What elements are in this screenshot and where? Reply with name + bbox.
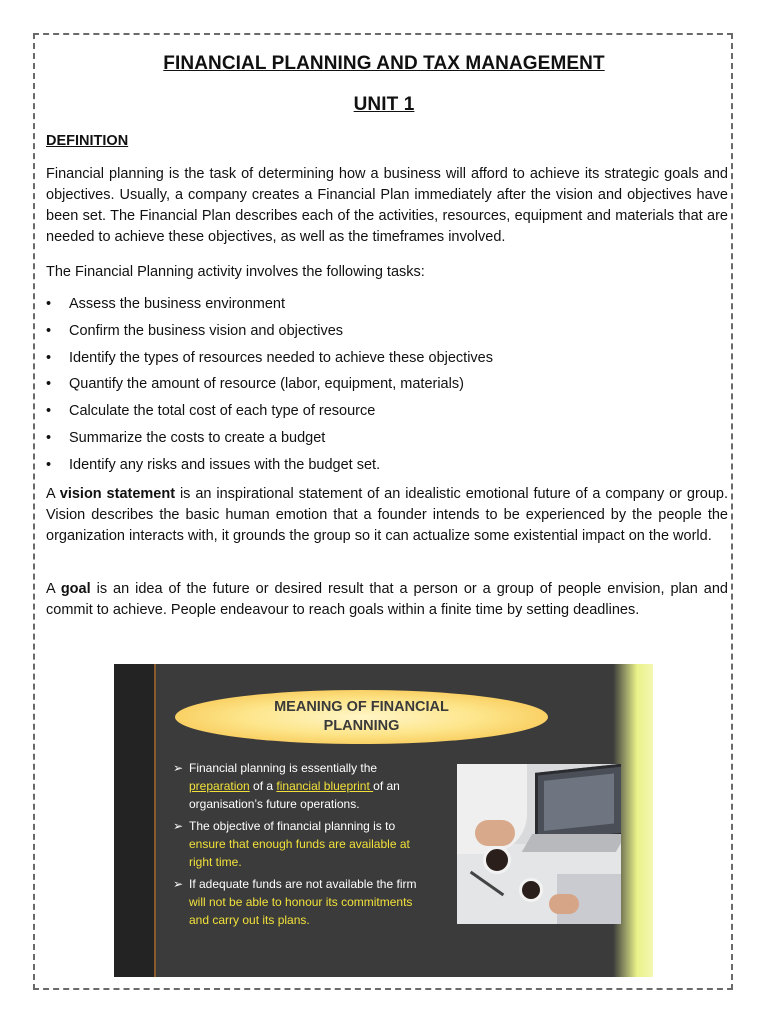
unit-heading: UNIT 1 [353, 94, 415, 115]
task-text: Confirm the business vision and objectives [69, 322, 344, 339]
slide-bullet [173, 759, 433, 813]
highlight-commitments: will not be able to honour its commitments and carry out its plans. [189, 895, 413, 927]
slide-title-line1: MEANING OF FINANCIAL [274, 699, 449, 715]
tasks-list [46, 296, 493, 484]
bullet-icon: • [46, 322, 52, 339]
goal-term: goal [60, 581, 91, 597]
highlight-financial-blueprint: financial blueprint [276, 779, 374, 793]
arrow-bullet-icon: ➢ [173, 761, 184, 775]
slide-bullet-text [189, 759, 433, 813]
bullet-icon: • [46, 403, 52, 420]
tasks-intro: The Financial Planning activity involves the following tasks: [46, 264, 425, 280]
slide-bullet-text [189, 817, 433, 871]
bullet-icon: • [46, 376, 52, 393]
laptop-keyboard [522, 834, 621, 852]
vision-prefix: A [46, 486, 60, 502]
slide-bullet-text-part: of an organisation’s future operations. [189, 779, 400, 811]
list-item [46, 323, 493, 350]
document-title: FINANCIAL PLANNING AND TAX MANAGEMENT [163, 53, 605, 74]
task-text: Identify the types of resources needed to achieve these objectives [69, 349, 493, 366]
list-item [46, 403, 493, 430]
office-photo [457, 764, 621, 924]
task-text: Assess the business environment [69, 296, 285, 312]
coffee-cup-icon [519, 878, 543, 902]
definition-paragraph: Financial planning is the task of determining how a business will afford to achieve its strategic goals and objectives. Usually, a company creates a Financial Plan immediately after the vision and objectives have been set. The Financial Plan describes each of the activities, resources, equipment and materials that are needed to achieve these objectives, as well as the timeframes involved. [46, 166, 728, 245]
vision-text: is an inspirational statement of an idealistic emotional future of a company or group. Vision describes the basic human emotion that a founder intends to be experienced by the people the organization interacts with, it grounds the group so it can actualize some existential impact on the world. [46, 486, 729, 544]
slide-title-line2: PLANNING [323, 718, 400, 734]
list-item [46, 350, 493, 377]
coffee-cup-icon [483, 846, 511, 874]
bullet-icon: • [46, 429, 52, 446]
photo-hand [475, 820, 515, 846]
laptop-icon [535, 764, 621, 845]
slide-bullet-text-part: of a [249, 779, 277, 793]
photo-hand [549, 894, 579, 914]
task-text: Quantify the amount of resource (labor, equipment, materials) [69, 376, 464, 393]
task-text: Identify any risks and issues with the budget set. [69, 456, 381, 473]
bullet-icon: • [46, 456, 52, 473]
definition-heading: DEFINITION [46, 133, 129, 149]
slide-rail-line [154, 664, 156, 977]
highlight-funds-available: ensure that enough funds are available at right time. [189, 837, 410, 869]
arrow-bullet-icon: ➢ [173, 819, 184, 833]
goal-prefix: A [46, 581, 61, 597]
slide-bullet [173, 817, 433, 871]
goal-text: is an idea of the future or desired result that a person or a group of people envision, plan and commit to achieve. People endeavour to reach goals within a finite time by setting deadlines. [46, 581, 728, 618]
slide-bullet-text-part: If adequate funds are not available the firm [189, 877, 417, 891]
bullet-icon: • [46, 296, 52, 312]
slide-bullet [173, 875, 433, 929]
bullet-icon: • [46, 349, 52, 366]
list-item [46, 430, 493, 457]
slide-bullet-text-part: The objective of financial planning is to [189, 819, 396, 833]
highlight-preparation: preparation [189, 779, 250, 793]
vision-term: vision statement [59, 486, 176, 502]
list-item [46, 457, 493, 484]
slide-rail [114, 664, 154, 977]
task-text: Summarize the costs to create a budget [69, 429, 326, 446]
list-item [46, 376, 493, 403]
arrow-bullet-icon: ➢ [173, 877, 184, 891]
slide-image [114, 664, 653, 977]
slide-title [175, 690, 548, 744]
slide-bullet-text-part: Financial planning is essentially the [189, 761, 378, 775]
vision-paragraph [46, 484, 728, 547]
goal-paragraph [46, 579, 728, 621]
task-text: Calculate the total cost of each type of resource [69, 403, 376, 420]
list-item [46, 296, 493, 323]
slide-bullet-text [189, 875, 433, 929]
laptop-screen [544, 774, 614, 831]
